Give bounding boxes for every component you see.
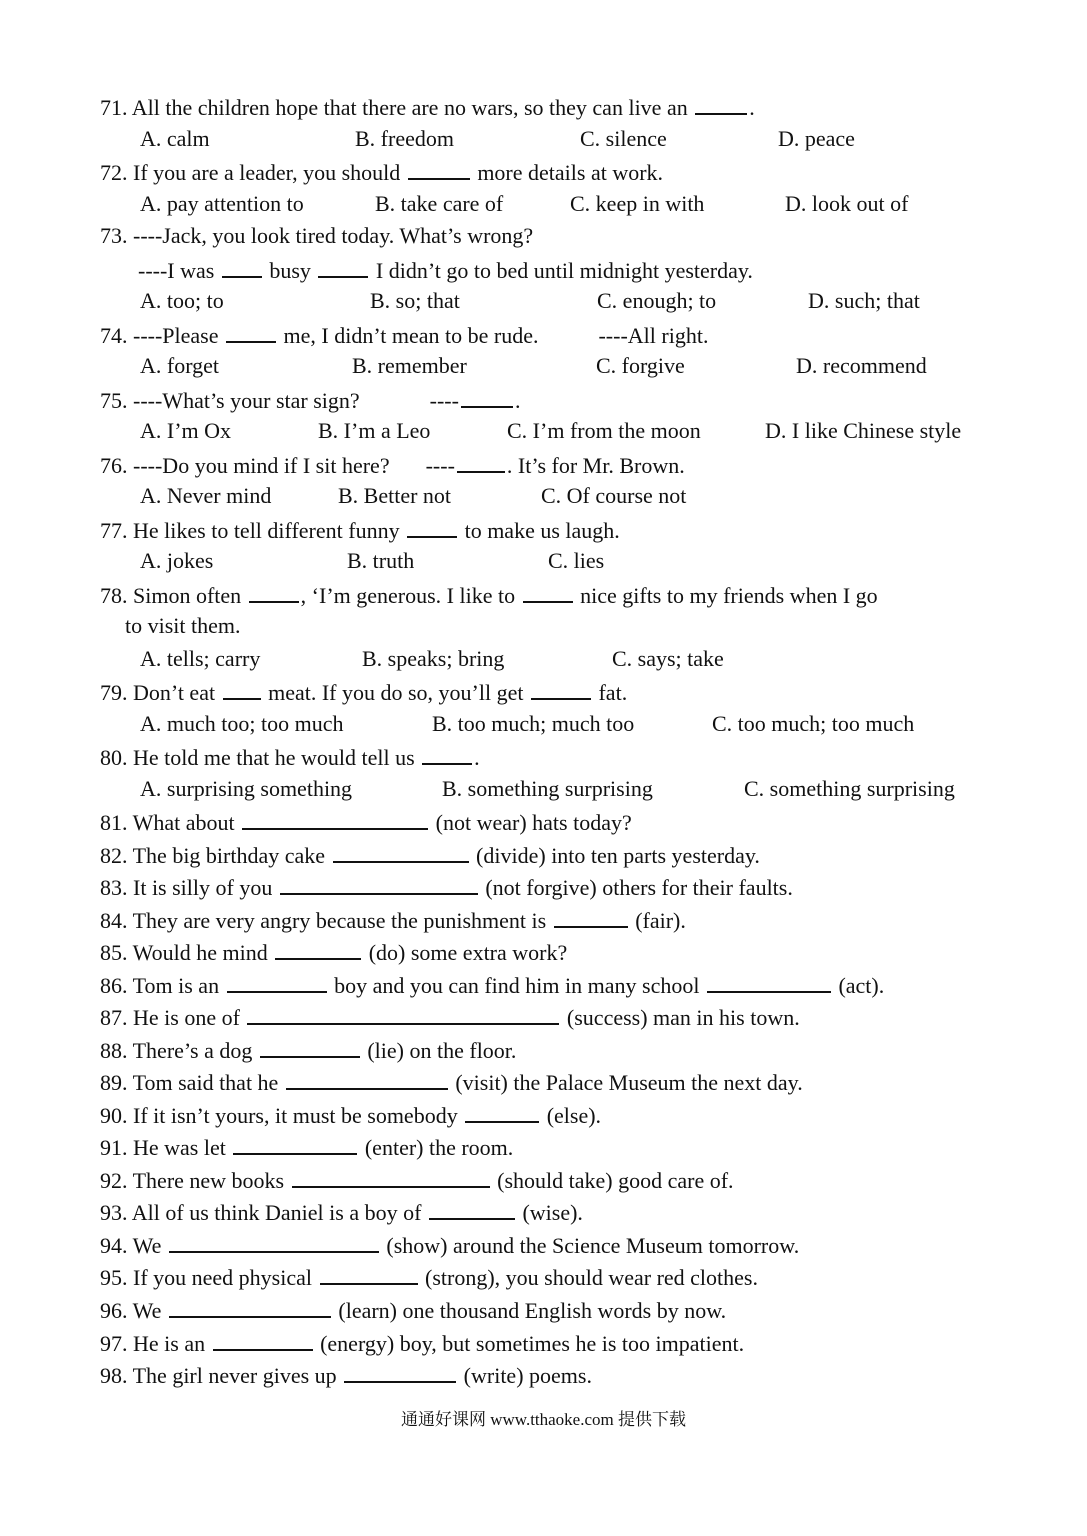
question-text: fat.	[592, 680, 628, 705]
question-text: (not forgive) others for their faults.	[479, 875, 793, 900]
answer-blank[interactable]	[333, 841, 469, 863]
question-text: (divide) into ten parts yesterday.	[470, 843, 760, 868]
answer-blank[interactable]	[707, 971, 831, 993]
question-85	[100, 938, 567, 966]
question-number: 87.	[100, 1005, 128, 1030]
answer-blank[interactable]	[344, 1361, 456, 1383]
answer-blank[interactable]	[523, 581, 573, 603]
question-76	[100, 451, 685, 479]
question-text: ----Jack, you look tired today. What’s wrong?	[133, 223, 534, 248]
option-c[interactable]: C. says; take	[612, 646, 724, 671]
question-text: Tom is an	[132, 973, 225, 998]
question-91	[100, 1133, 513, 1161]
option-a[interactable]: A. surprising something	[140, 776, 353, 801]
question-text: (success) man in his town.	[561, 1005, 800, 1030]
question-text: (learn) one thousand English words by now.	[332, 1298, 727, 1323]
option-a[interactable]: A. pay attention to	[140, 191, 304, 216]
question-text: (should take) good care of.	[491, 1168, 734, 1193]
option-b[interactable]: B. so; that	[370, 288, 460, 313]
question-text: , ‘I’m generous. I like to	[300, 583, 521, 608]
option-b[interactable]: B. speaks; bring	[362, 646, 505, 671]
question-number: 86.	[100, 973, 128, 998]
question-text: There’s a dog	[132, 1038, 258, 1063]
question-text: I didn’t go to bed until midnight yesterday.	[370, 258, 753, 283]
option-a[interactable]: A. I’m Ox	[140, 418, 232, 443]
option-b[interactable]: B. remember	[352, 353, 467, 378]
question-text: Would he mind	[132, 940, 274, 965]
option-a[interactable]: A. too; to	[140, 288, 224, 313]
question-95	[100, 1263, 758, 1291]
option-b[interactable]: B. too much; much too	[432, 711, 635, 736]
answer-blank[interactable]	[429, 1198, 515, 1220]
answer-blank[interactable]	[213, 1329, 313, 1351]
question-number: 95.	[100, 1265, 128, 1290]
answer-blank[interactable]	[247, 1003, 559, 1025]
answer-blank[interactable]	[292, 1166, 490, 1188]
question-text: If it isn’t yours, it must be somebody	[133, 1103, 464, 1128]
question-72	[100, 158, 663, 186]
question-text: If you need physical	[133, 1265, 318, 1290]
question-73-line2	[138, 256, 753, 284]
answer-blank[interactable]	[233, 1133, 357, 1155]
answer-blank[interactable]	[531, 678, 591, 700]
answer-blank[interactable]	[461, 386, 513, 408]
question-80	[100, 743, 480, 771]
question-text: He likes to tell different funny	[133, 518, 406, 543]
question-82	[100, 841, 760, 869]
question-number: 92.	[100, 1168, 128, 1193]
question-text: (not wear) hats today?	[430, 810, 632, 835]
question-number: 83.	[100, 875, 128, 900]
answer-blank[interactable]	[695, 93, 747, 115]
question-75	[100, 386, 520, 414]
question-text: (visit) the Palace Museum the next day.	[449, 1070, 803, 1095]
question-number: 91.	[100, 1135, 128, 1160]
question-number: 85.	[100, 940, 128, 965]
answer-blank[interactable]	[260, 1036, 360, 1058]
question-text: Don’t eat	[133, 680, 221, 705]
question-90	[100, 1101, 601, 1129]
question-text: The girl never gives up	[132, 1363, 343, 1388]
option-d[interactable]: D. look out of	[785, 191, 909, 216]
footer-text: 通通好课网 www.tthaoke.com 提供下载	[400, 1410, 687, 1429]
question-86	[100, 971, 884, 999]
question-73	[100, 223, 533, 249]
question-text: (strong), you should wear red clothes.	[419, 1265, 758, 1290]
question-text: more details at work.	[471, 160, 664, 185]
option-a[interactable]: A. tells; carry	[140, 646, 261, 671]
question-text: We	[132, 1298, 167, 1323]
option-b[interactable]: B. I’m a Leo	[318, 418, 431, 443]
question-83	[100, 873, 793, 901]
question-number: 89.	[100, 1070, 128, 1095]
question-text: meat. If you do so, you’ll get	[262, 680, 529, 705]
question-text: me, I didn’t mean to be rude.	[278, 323, 539, 348]
option-c[interactable]: C. lies	[548, 548, 605, 573]
question-text: (else).	[541, 1103, 602, 1128]
answer-blank[interactable]	[169, 1296, 331, 1318]
question-97	[100, 1329, 744, 1357]
answer-blank[interactable]	[226, 321, 276, 343]
answer-blank[interactable]	[554, 906, 628, 928]
option-c[interactable]: C. Of course not	[541, 483, 687, 508]
option-a[interactable]: A. Never mind	[140, 483, 272, 508]
question-94	[100, 1231, 799, 1259]
answer-blank[interactable]	[249, 581, 299, 603]
question-number: 79.	[100, 680, 128, 705]
answer-blank[interactable]	[242, 808, 428, 830]
question-92	[100, 1166, 734, 1194]
question-79	[100, 678, 627, 706]
question-text: (wise).	[516, 1200, 583, 1225]
question-number: 93.	[100, 1200, 128, 1225]
option-d[interactable]: D. recommend	[796, 353, 927, 378]
option-c[interactable]: C. keep in with	[570, 191, 705, 216]
question-text: boy and you can find him in many school	[328, 973, 705, 998]
option-d[interactable]: D. I like Chinese style	[765, 418, 962, 443]
question-text: All the children hope that there are no wars, so they can live an	[131, 95, 694, 120]
question-number: 90.	[100, 1103, 128, 1128]
question-number: 97.	[100, 1331, 128, 1356]
option-d[interactable]: D. peace	[778, 126, 855, 151]
question-text: ----	[429, 388, 459, 413]
option-c[interactable]: C. something surprising	[744, 776, 955, 801]
option-b[interactable]: B. Better not	[338, 483, 452, 508]
answer-blank[interactable]	[457, 451, 505, 473]
option-c[interactable]: C. silence	[580, 126, 667, 151]
question-number: 84.	[100, 908, 128, 933]
question-74	[100, 321, 708, 349]
option-d[interactable]: D. such; that	[808, 288, 920, 313]
question-number: 73.	[100, 223, 128, 248]
answer-blank[interactable]	[408, 158, 470, 180]
option-c[interactable]: C. enough; to	[597, 288, 717, 313]
question-number: 75.	[100, 388, 128, 413]
option-c[interactable]: C. forgive	[596, 353, 685, 378]
question-number: 81.	[100, 810, 128, 835]
question-text: He told me that he would tell us	[133, 745, 421, 770]
option-a[interactable]: A. calm	[140, 126, 210, 151]
question-text: What about	[132, 810, 241, 835]
option-b[interactable]: B. freedom	[355, 126, 454, 151]
question-text: He was let	[133, 1135, 232, 1160]
question-87	[100, 1003, 800, 1031]
question-89	[100, 1068, 803, 1096]
answer-blank[interactable]	[407, 516, 457, 538]
question-text: There new books	[132, 1168, 290, 1193]
question-text: .	[514, 388, 521, 413]
question-text: He is one of	[133, 1005, 246, 1030]
question-text: ----Please	[133, 323, 225, 348]
question-number: 78.	[100, 583, 128, 608]
question-text: . It’s for Mr. Brown.	[506, 453, 685, 478]
question-88	[100, 1036, 516, 1064]
question-text: (do) some extra work?	[363, 940, 568, 965]
question-71	[100, 93, 755, 121]
answer-blank[interactable]	[286, 1068, 448, 1090]
question-text: ----	[425, 453, 455, 478]
question-continuation: to visit them.	[125, 613, 241, 638]
question-text: Simon often	[133, 583, 247, 608]
question-text: It is silly of you	[133, 875, 278, 900]
question-text: nice gifts to my friends when I go	[574, 583, 878, 608]
option-b[interactable]: B. something surprising	[442, 776, 653, 801]
answer-blank[interactable]	[223, 678, 261, 700]
question-text: We	[132, 1233, 167, 1258]
answer-blank[interactable]	[275, 938, 361, 960]
answer-blank[interactable]	[320, 1263, 418, 1285]
question-number: 94.	[100, 1233, 128, 1258]
option-b[interactable]: B. take care of	[375, 191, 504, 216]
question-text: .	[474, 745, 480, 770]
question-number: 72.	[100, 160, 128, 185]
option-a[interactable]: A. jokes	[140, 548, 214, 573]
question-text: (show) around the Science Museum tomorrow.	[380, 1233, 800, 1258]
question-text: ----I was	[138, 258, 220, 283]
answer-blank[interactable]	[227, 971, 327, 993]
question-77	[100, 516, 620, 544]
option-a[interactable]: A. much too; too much	[140, 711, 344, 736]
question-text: All of us think Daniel is a boy of	[131, 1200, 427, 1225]
question-text: (write) poems.	[458, 1363, 592, 1388]
question-number: 76.	[100, 453, 128, 478]
question-number: 80.	[100, 745, 128, 770]
question-number: 82.	[100, 843, 128, 868]
answer-blank[interactable]	[222, 256, 262, 278]
question-text: (act).	[832, 973, 885, 998]
question-text: They are very angry because the punishment is	[132, 908, 552, 933]
option-a[interactable]: A. forget	[140, 353, 220, 378]
question-93	[100, 1198, 583, 1226]
option-b[interactable]: B. truth	[347, 548, 415, 573]
question-78	[100, 581, 878, 609]
question-number: 71.	[100, 95, 128, 120]
question-text: The big birthday cake	[132, 843, 331, 868]
question-text: to make us laugh.	[459, 518, 620, 543]
question-text: (enter) the room.	[359, 1135, 514, 1160]
question-text: (lie) on the floor.	[361, 1038, 517, 1063]
option-c[interactable]: C. too much; too much	[712, 711, 915, 736]
question-96	[100, 1296, 726, 1324]
question-number: 88.	[100, 1038, 128, 1063]
question-text: If you are a leader, you should	[133, 160, 406, 185]
answer-blank[interactable]	[169, 1231, 379, 1253]
question-text: ----Do you mind if I sit here?	[133, 453, 390, 478]
answer-blank[interactable]	[422, 743, 472, 765]
question-text: Tom said that he	[132, 1070, 284, 1095]
question-number: 77.	[100, 518, 128, 543]
question-84	[100, 906, 686, 934]
question-98	[100, 1361, 592, 1389]
question-number: 74.	[100, 323, 128, 348]
question-text: ----All right.	[598, 323, 709, 348]
option-c[interactable]: C. I’m from the moon	[507, 418, 701, 443]
answer-blank[interactable]	[318, 256, 368, 278]
question-text: .	[749, 95, 755, 120]
question-text: (energy) boy, but sometimes he is too impatient.	[314, 1331, 745, 1356]
answer-blank[interactable]	[280, 873, 478, 895]
question-text: He is an	[133, 1331, 211, 1356]
question-number: 96.	[100, 1298, 128, 1323]
question-text: ----What’s your star sign?	[133, 388, 360, 413]
answer-blank[interactable]	[465, 1101, 539, 1123]
question-81	[100, 808, 632, 836]
question-number: 98.	[100, 1363, 128, 1388]
question-text: busy	[263, 258, 317, 283]
question-text: (fair).	[629, 908, 686, 933]
